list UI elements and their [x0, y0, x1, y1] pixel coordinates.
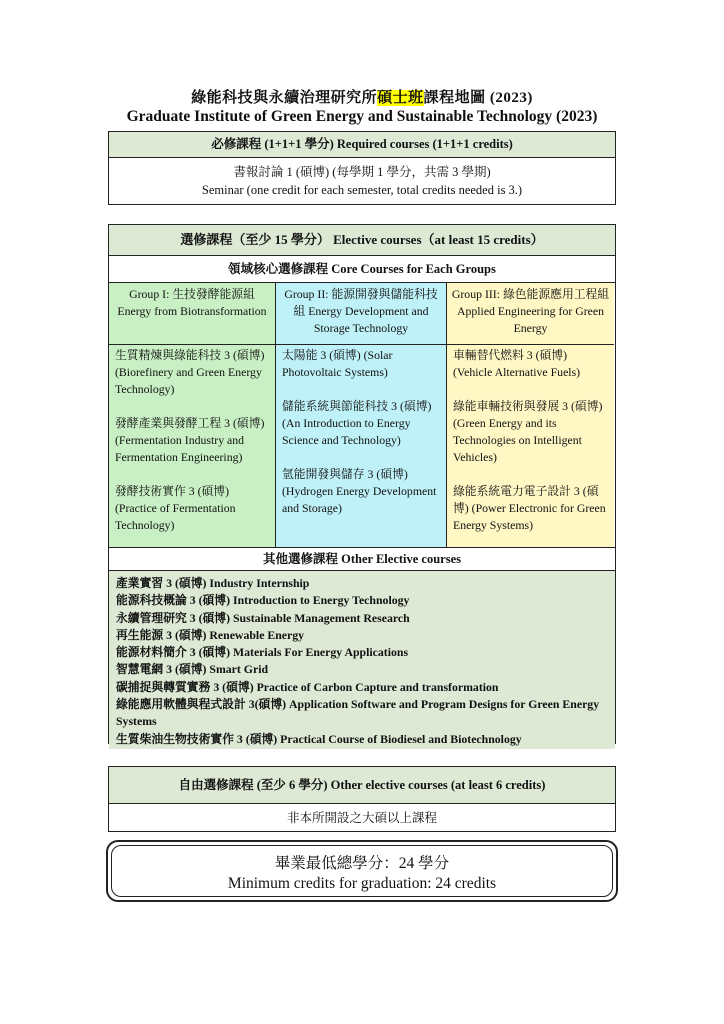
group-3-course: 車輛替代燃料 3 (碩博) (Vehicle Alternative Fuels) [453, 348, 581, 379]
group-1-title: Group I: 生技發酵能源組 Energy from Biotransformation [109, 283, 275, 345]
group-1-course: 生質精煉與綠能科技 3 (碩博) (Biorefinery and Green Energy Technology) [115, 348, 265, 396]
other-elective-item: 永續管理研究 3 (碩博) Sustainable Management Research [116, 610, 410, 625]
page-title-zh [0, 86, 724, 107]
group-3-course: 綠能車輛技術與發展 3 (碩博) (Green Energy and its Technologies on Intelligent Vehicles) [453, 399, 603, 464]
graduation-line-en: Minimum credits for graduation: 24 credits [227, 875, 497, 892]
other-elective-item: 產業實習 3 (碩博) Industry Internship [116, 576, 310, 590]
group-1-course: 發酵產業與發酵工程 3 (碩博) (Fermentation Industry and Fermentation Engineering) [115, 416, 265, 464]
other-elective-item: 智慧電網 3 (碩博) Smart Grid [116, 662, 269, 677]
group-1-courses [109, 345, 275, 534]
group-3-column [447, 283, 614, 547]
free-elective-box [108, 766, 616, 832]
group-2-courses [276, 345, 446, 517]
graduation-credits-box [106, 840, 618, 902]
other-elective-item: 能源科技概論 3 (碩博) Introduction to Energy Technology [116, 593, 410, 608]
free-elective-header: 自由選修課程 (至少 6 學分) Other elective courses (at least 6 credits) [109, 767, 615, 804]
other-elective-item: 生質柴油生物技術實作 3 (碩博) Practical Course of Biodiesel and Biotechnology [116, 731, 522, 746]
other-elective-list [109, 571, 615, 749]
other-elective-item: 碳捕捉與轉質實務 3 (碩博) Practice of Carbon Capture and transformation [116, 679, 499, 694]
required-courses-box [108, 131, 616, 205]
core-courses-header: 領域核心選修課程 Core Courses for Each Groups [109, 256, 615, 283]
group-2-column [276, 283, 447, 547]
group-2-course: 太陽能 3 (碩博) (Solar Photovoltaic Systems) [282, 348, 393, 379]
required-courses-header: 必修課程 (1+1+1 學分) Required courses (1+1+1 credits) [109, 132, 615, 158]
group-2-course: 儲能系統與節能科技 3 (碩博) (An Introduction to Energy Science and Technology) [282, 399, 432, 447]
title-zh-after: 課程地圖 (2023) [423, 90, 533, 106]
other-elective-item: 能源材料簡介 3 (碩博) Materials For Energy Applications [116, 645, 409, 660]
title-zh-before: 綠能科技與永續治理研究所 [191, 90, 378, 106]
seminar-line-en: Seminar (one credit for each semester, total credits needed is 3.) [201, 183, 523, 197]
elective-courses-box [108, 224, 616, 744]
group-3-title: Group III: 綠色能源應用工程組 Applied Engineering for Green Energy [447, 283, 614, 345]
group-1-course: 發酵技術實作 3 (碩博) (Practice of Fermentation Technology) [115, 484, 236, 532]
other-elective-item: 再生能源 3 (碩博) Renewable Energy [116, 627, 305, 642]
group-3-courses [447, 345, 614, 534]
group-1-column [109, 283, 276, 547]
group-3-course: 綠能系統電力電子設計 3 (碩博) (Power Electronic for Green Energy Systems) [453, 484, 606, 532]
graduation-line-zh: 畢業最低總學分：24 學分 [274, 855, 450, 872]
page-title-en: Graduate Institute of Green Energy and Sustainable Technology (2023) [126, 108, 598, 125]
other-elective-item: 綠能應用軟體與程式設計 3(碩博) Application Software and Program Designs for Green Energy Systems [116, 697, 600, 729]
other-elective-header: 其他選修課程 Other Elective courses [109, 548, 615, 571]
required-courses-body [109, 158, 615, 199]
group-2-title: Group II: 能源開發與儲能科技組 Energy Development and Storage Technology [276, 283, 446, 345]
seminar-line-zh: 書報討論 1 (碩博) (每學期 1 學分，共需 3 學期) [233, 165, 491, 179]
core-groups [109, 283, 615, 548]
elective-courses-header: 選修課程（至少 15 學分） Elective courses（at least 15 credits） [109, 225, 615, 256]
group-2-course: 氫能開發與儲存 3 (碩博) (Hydrogen Energy Development and Storage) [282, 467, 437, 515]
title-zh-highlight: 碩士班 [377, 90, 424, 106]
free-elective-body: 非本所開設之大碩以上課程 [286, 811, 437, 825]
